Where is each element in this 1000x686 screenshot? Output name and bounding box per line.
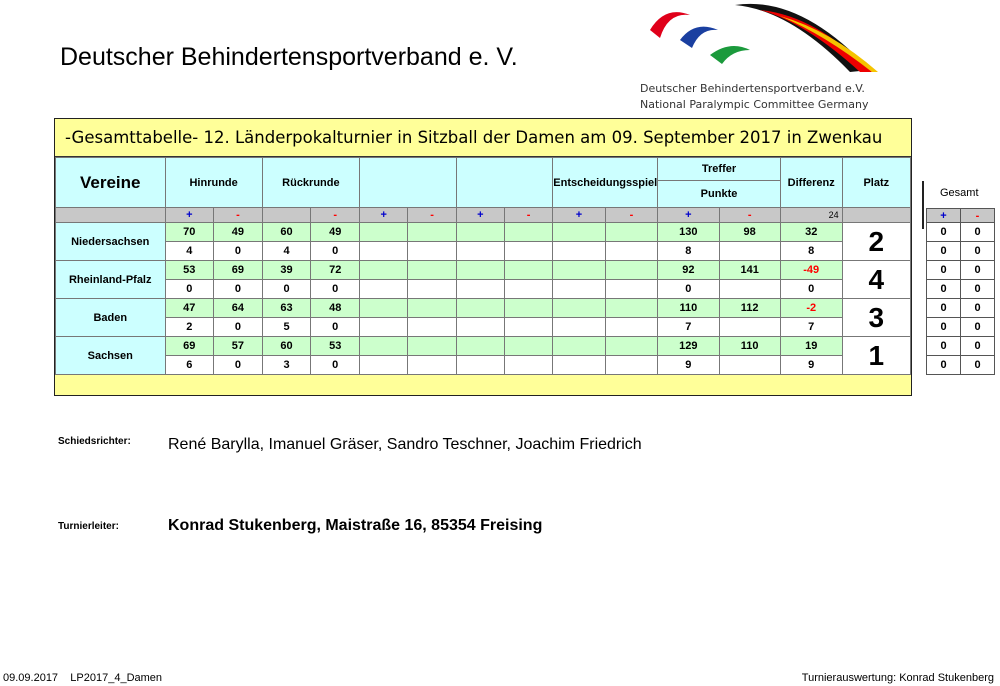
paralympic-agitos-logo xyxy=(640,0,880,80)
cell: 48 xyxy=(311,299,360,318)
cell xyxy=(553,242,605,261)
header-hinrunde: Hinrunde xyxy=(165,158,262,208)
cell xyxy=(505,337,553,356)
cell xyxy=(408,337,456,356)
table-row xyxy=(56,337,911,356)
turnierleiter-label: Turnierleiter: xyxy=(58,521,119,532)
table-row xyxy=(56,261,911,280)
cell: 4 xyxy=(165,242,214,261)
cell xyxy=(719,356,780,375)
cell: 60 xyxy=(262,223,311,242)
cell: 69 xyxy=(214,261,263,280)
table-row xyxy=(56,299,911,318)
cell: 2 xyxy=(165,318,214,337)
cell: 0 xyxy=(927,223,961,242)
cell: 0 xyxy=(214,242,263,261)
cell: 39 xyxy=(262,261,311,280)
subheader-minus: - xyxy=(505,208,553,223)
cell xyxy=(719,318,780,337)
cell: -2 xyxy=(780,299,842,318)
team-name: Rheinland-Pfalz xyxy=(56,261,166,299)
footer-file: LP2017_4_Damen xyxy=(70,672,163,684)
cell: 60 xyxy=(262,337,311,356)
cell xyxy=(360,337,408,356)
cell xyxy=(456,223,504,242)
cell xyxy=(553,261,605,280)
cell: 0 xyxy=(214,280,263,299)
cell: 110 xyxy=(658,299,719,318)
cell xyxy=(505,280,553,299)
platz-value: 4 xyxy=(842,261,910,299)
cell: 47 xyxy=(165,299,214,318)
team-name: Niedersachsen xyxy=(56,223,166,261)
subheader-minus: - xyxy=(214,208,263,223)
gesamt-row xyxy=(927,299,995,318)
cell: 0 xyxy=(961,318,995,337)
subheader-minus: - xyxy=(408,208,456,223)
cell: 129 xyxy=(658,337,719,356)
cell xyxy=(408,318,456,337)
subheader-blank xyxy=(56,208,166,223)
cell: 72 xyxy=(311,261,360,280)
table-row xyxy=(56,242,911,261)
subheader-diff-value: 24 xyxy=(780,208,842,223)
gesamt-row xyxy=(927,318,995,337)
results-table xyxy=(55,157,911,375)
subheader-plus: + xyxy=(360,208,408,223)
gesamt-row xyxy=(927,261,995,280)
cell: 0 xyxy=(311,242,360,261)
table-banner-title: -Gesamttabelle- 12. Länderpokalturnier in Sitzball der Damen am 09. September 2017 in Zwenkau xyxy=(55,119,911,157)
subheader-minus: - xyxy=(311,208,360,223)
cell xyxy=(505,299,553,318)
cell xyxy=(360,280,408,299)
cell: 70 xyxy=(165,223,214,242)
cell: 0 xyxy=(927,242,961,261)
cell xyxy=(553,318,605,337)
gesamt-row xyxy=(927,356,995,375)
cell xyxy=(719,280,780,299)
gesamt-divider xyxy=(922,181,924,229)
cell xyxy=(505,356,553,375)
cell: 49 xyxy=(311,223,360,242)
cell: 0 xyxy=(214,318,263,337)
cell: 0 xyxy=(927,337,961,356)
header-empty-2 xyxy=(456,158,553,208)
team-name: Sachsen xyxy=(56,337,166,375)
header-treffer: Treffer xyxy=(658,158,781,181)
cell: 0 xyxy=(961,337,995,356)
logo-text-line2: National Paralympic Committee Germany xyxy=(640,98,869,111)
cell: 53 xyxy=(311,337,360,356)
cell xyxy=(456,337,504,356)
cell: 0 xyxy=(658,280,719,299)
cell xyxy=(553,356,605,375)
cell xyxy=(408,242,456,261)
dbs-logo xyxy=(640,0,880,115)
cell xyxy=(505,242,553,261)
subheader-plus: + xyxy=(553,208,605,223)
cell: 4 xyxy=(262,242,311,261)
cell xyxy=(605,223,657,242)
cell: 0 xyxy=(311,356,360,375)
cell xyxy=(360,318,408,337)
cell: 130 xyxy=(658,223,719,242)
gesamt-row xyxy=(927,337,995,356)
cell: 0 xyxy=(961,223,995,242)
table-row xyxy=(56,280,911,299)
cell xyxy=(605,356,657,375)
cell xyxy=(360,356,408,375)
cell xyxy=(360,261,408,280)
gesamt-table xyxy=(926,208,995,375)
subheader-blank xyxy=(842,208,910,223)
schiedsrichter-label: Schiedsrichter: xyxy=(58,436,131,447)
cell xyxy=(553,299,605,318)
cell: 53 xyxy=(165,261,214,280)
cell xyxy=(553,280,605,299)
subheader-minus: - xyxy=(719,208,780,223)
header-rueckrunde: Rückrunde xyxy=(262,158,359,208)
cell xyxy=(605,261,657,280)
cell: 8 xyxy=(780,242,842,261)
organization-title: Deutscher Behindertensportverband e. V. xyxy=(60,43,518,71)
cell: 9 xyxy=(780,356,842,375)
footer-left xyxy=(3,672,162,684)
cell: 0 xyxy=(165,280,214,299)
footer-right: Turnierauswertung: Konrad Stukenberg xyxy=(801,672,994,684)
table-row xyxy=(56,318,911,337)
cell xyxy=(408,261,456,280)
table-row xyxy=(56,356,911,375)
cell xyxy=(505,318,553,337)
cell: 64 xyxy=(214,299,263,318)
gesamt-row xyxy=(927,223,995,242)
cell: 0 xyxy=(311,280,360,299)
cell: 0 xyxy=(311,318,360,337)
cell xyxy=(456,356,504,375)
cell xyxy=(605,318,657,337)
cell: 0 xyxy=(927,280,961,299)
cell: -49 xyxy=(780,261,842,280)
platz-value: 1 xyxy=(842,337,910,375)
table-footer-strip xyxy=(55,374,911,395)
gesamt-row xyxy=(927,242,995,261)
header-entscheidungsspiel: Entscheidungsspiel xyxy=(553,158,658,208)
footer-date: 09.09.2017 xyxy=(3,672,59,684)
cell: 0 xyxy=(961,280,995,299)
cell xyxy=(456,280,504,299)
cell xyxy=(553,337,605,356)
cell xyxy=(456,318,504,337)
cell: 0 xyxy=(780,280,842,299)
gesamt-row xyxy=(927,280,995,299)
cell: 110 xyxy=(719,337,780,356)
cell: 32 xyxy=(780,223,842,242)
cell xyxy=(408,280,456,299)
cell: 0 xyxy=(961,299,995,318)
subheader-plus: + xyxy=(658,208,719,223)
cell: 0 xyxy=(927,299,961,318)
cell: 92 xyxy=(658,261,719,280)
cell: 69 xyxy=(165,337,214,356)
cell: 0 xyxy=(961,242,995,261)
cell: 63 xyxy=(262,299,311,318)
logo-text-line1: Deutscher Behindertensportverband e.V. xyxy=(640,82,865,95)
subheader-blank xyxy=(262,208,311,223)
cell xyxy=(360,223,408,242)
subheader-minus: - xyxy=(605,208,657,223)
cell: 112 xyxy=(719,299,780,318)
cell xyxy=(360,299,408,318)
cell: 141 xyxy=(719,261,780,280)
cell xyxy=(456,299,504,318)
turnierleiter-name: Konrad Stukenberg, Maistraße 16, 85354 Freising xyxy=(168,517,543,534)
cell: 0 xyxy=(927,261,961,280)
cell xyxy=(456,261,504,280)
header-punkte: Punkte xyxy=(658,181,781,208)
cell: 57 xyxy=(214,337,263,356)
cell xyxy=(605,299,657,318)
platz-value: 3 xyxy=(842,299,910,337)
gesamt-plus-header: + xyxy=(927,209,961,223)
gesamt-minus-header: - xyxy=(961,209,995,223)
subheader-plus: + xyxy=(165,208,214,223)
schiedsrichter-names: René Barylla, Imanuel Gräser, Sandro Teschner, Joachim Friedrich xyxy=(168,436,642,453)
header-empty-1 xyxy=(360,158,457,208)
cell: 49 xyxy=(214,223,263,242)
cell xyxy=(408,356,456,375)
cell: 7 xyxy=(658,318,719,337)
cell xyxy=(605,242,657,261)
cell: 0 xyxy=(214,356,263,375)
platz-value: 2 xyxy=(842,223,910,261)
cell: 0 xyxy=(262,280,311,299)
header-platz: Platz xyxy=(842,158,910,208)
cell: 5 xyxy=(262,318,311,337)
cell xyxy=(408,299,456,318)
cell xyxy=(456,242,504,261)
cell xyxy=(505,261,553,280)
header-vereine: Vereine xyxy=(56,158,166,208)
cell xyxy=(553,223,605,242)
cell: 6 xyxy=(165,356,214,375)
cell xyxy=(360,242,408,261)
team-name: Baden xyxy=(56,299,166,337)
gesamt-title: Gesamt xyxy=(940,187,979,199)
results-table-panel xyxy=(54,118,912,396)
table-row xyxy=(56,223,911,242)
cell: 0 xyxy=(961,261,995,280)
cell: 19 xyxy=(780,337,842,356)
cell xyxy=(408,223,456,242)
cell: 98 xyxy=(719,223,780,242)
cell: 0 xyxy=(927,356,961,375)
cell xyxy=(605,337,657,356)
cell xyxy=(605,280,657,299)
cell: 0 xyxy=(961,356,995,375)
subheader-plus: + xyxy=(456,208,504,223)
cell: 7 xyxy=(780,318,842,337)
header-differenz: Differenz xyxy=(780,158,842,208)
cell: 3 xyxy=(262,356,311,375)
cell: 0 xyxy=(927,318,961,337)
cell xyxy=(719,242,780,261)
cell: 8 xyxy=(658,242,719,261)
cell xyxy=(505,223,553,242)
cell: 9 xyxy=(658,356,719,375)
